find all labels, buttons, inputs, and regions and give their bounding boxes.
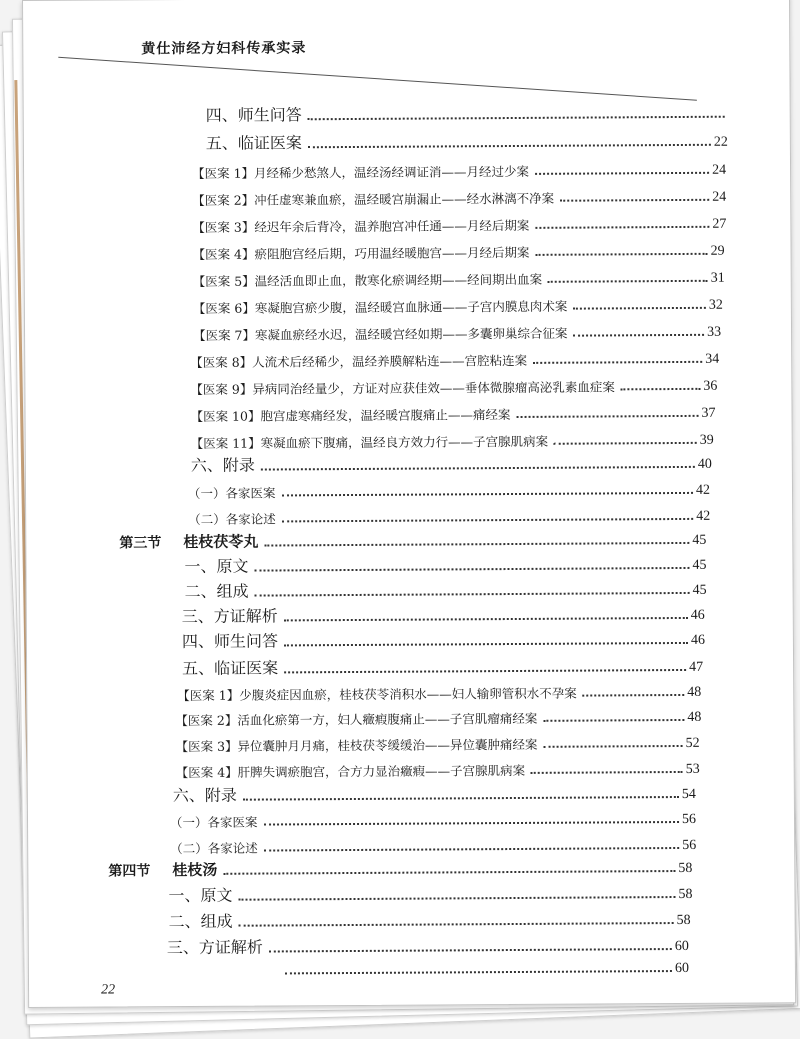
toc-entry-title: （一）各家医案	[187, 485, 276, 501]
toc-entry[interactable]	[190, 400, 715, 425]
toc-entry[interactable]	[167, 933, 689, 958]
page-number: 22	[101, 982, 116, 998]
toc-entry[interactable]	[182, 654, 703, 679]
toc-page-number: 32	[708, 297, 723, 313]
toc-section-label: 第三节	[119, 535, 162, 552]
toc-entry[interactable]	[175, 730, 699, 755]
toc-leader-dots	[308, 144, 711, 148]
toc-entry[interactable]	[182, 627, 705, 652]
toc-leader-dots	[282, 518, 693, 523]
toc-leader-dots	[544, 745, 683, 748]
toc-entry[interactable]	[184, 552, 706, 577]
toc-entry-title: 二、组成	[168, 911, 233, 932]
toc-entry[interactable]	[190, 373, 717, 398]
toc-entry-title: 【医案 1】少腹炎症因血瘀，桂枝茯苓消积水——妇人输卵管积水不孕案	[177, 685, 577, 704]
toc-entry-title: 【医案 4】肝脾失调瘀胞宫，合方力显治癥瘕——子宫腺肌病案	[175, 762, 526, 781]
toc-page-number: 56	[682, 837, 697, 853]
toc-entry[interactable]	[173, 781, 696, 806]
toc-entry-title: 六、附录	[190, 455, 255, 475]
toc-entry[interactable]	[188, 477, 710, 502]
toc-page-number: 33	[706, 324, 722, 340]
toc-entry[interactable]	[206, 129, 728, 154]
toc-section-label: 第四节	[108, 863, 151, 880]
toc-entry-title: 桂枝茯苓丸	[183, 532, 259, 552]
toc-leader-dots	[264, 542, 689, 547]
toc-entry[interactable]	[168, 881, 692, 906]
toc-section-row[interactable]	[108, 855, 692, 881]
toc-page-number: 45	[692, 557, 707, 573]
toc-page-number: 34	[705, 351, 720, 367]
toc-page-number: 45	[692, 582, 707, 598]
toc-page-number: 37	[701, 405, 716, 421]
toc-page-number: 53	[685, 761, 700, 777]
toc-entry[interactable]	[191, 427, 714, 452]
toc-page-number: 46	[690, 607, 705, 623]
toc-page-number: 36	[703, 378, 718, 394]
toc-leader-dots	[554, 442, 697, 445]
toc-entry[interactable]	[192, 211, 726, 236]
toc-entry[interactable]	[206, 101, 728, 126]
toc-page-number: 58	[678, 860, 693, 877]
toc-leader-dots	[583, 694, 685, 697]
toc-entry-title: 六、附录	[172, 785, 237, 806]
toc-leader-dots	[261, 466, 695, 471]
toc-leader-dots	[264, 847, 679, 852]
toc-leader-dots	[560, 199, 709, 202]
toc-entry-title: 五、临证医案	[205, 133, 302, 153]
toc-entry-title: 【医案 8】人流术后经稀少，温经养膜解粘连——宫腔粘连案	[190, 352, 528, 370]
toc-entry[interactable]	[169, 907, 691, 932]
toc-leader-dots	[621, 388, 701, 390]
toc-entry-title: 【医案 1】月经稀少愁煞人，温经汤经调证消——月经过少案	[192, 163, 530, 181]
toc-leader-dots	[264, 821, 679, 826]
toc-entry-title: 【医案 4】瘀阻胞宫经后期，巧用温经暖胞宫——月经后期案	[192, 244, 530, 262]
toc-page-number: 58	[678, 886, 693, 903]
toc-entry[interactable]	[190, 346, 719, 371]
toc-page-number: 47	[689, 659, 704, 675]
toc-leader-dots	[239, 896, 676, 901]
toc-leader-dots	[239, 922, 674, 927]
toc-entry-title: 三、方证解析	[181, 606, 278, 627]
toc-entry[interactable]	[175, 704, 701, 729]
toc-leader-dots	[254, 567, 689, 572]
toc-leader-dots	[543, 719, 684, 722]
toc-leader-dots	[243, 796, 679, 801]
toc-leader-dots	[535, 253, 707, 256]
table-of-contents	[23, 0, 795, 1007]
toc-entry-title: 【医案 9】异病同治经量少，方证对应获佳效——垂体微腺瘤高泌乳素血症案	[190, 379, 615, 397]
toc-leader-dots	[308, 116, 725, 121]
toc-leader-dots	[223, 870, 675, 875]
toc-entry[interactable]	[191, 451, 712, 476]
toc-entry-title: 五、临证医案	[182, 658, 279, 679]
toc-entry[interactable]	[170, 832, 696, 857]
toc-entry-title: 一、原文	[168, 885, 233, 906]
toc-page-number: 39	[699, 432, 714, 448]
toc-page-number: 24	[712, 189, 727, 205]
toc-entry[interactable]	[176, 756, 700, 781]
toc-page-number: 58	[676, 912, 691, 929]
toc-entry[interactable]	[193, 265, 725, 290]
toc-entry-title: 二、组成	[184, 581, 249, 602]
toc-entry-title: 【医案 5】温经活血即止血，散寒化瘀调经期——经间期出血案	[192, 271, 543, 289]
toc-page-number: 46	[690, 632, 705, 648]
toc-leader-dots	[284, 617, 688, 621]
toc-page-number: 40	[697, 456, 712, 472]
running-head-title: 黄仕沛经方妇科传承实录	[141, 40, 307, 58]
toc-page-number: 27	[712, 216, 727, 232]
toc-section-row[interactable]	[119, 527, 706, 553]
toc-page-number: 24	[712, 162, 727, 178]
toc-page-number: 60	[674, 960, 689, 977]
toc-entry-title: 【医案 3】异位囊肿月月痛，桂枝茯苓缓缓治——异位囊肿痛经案	[175, 736, 538, 755]
toc-entry[interactable]	[193, 319, 721, 344]
toc-page-number: 29	[710, 243, 725, 259]
toc-page-number: 42	[696, 508, 711, 524]
toc-entry-title: 四、师生问答	[205, 105, 302, 125]
toc-entry-title: 一、原文	[184, 556, 249, 577]
toc-leader-dots	[516, 415, 698, 418]
toc-entry[interactable]	[177, 679, 701, 704]
toc-entry-title: 【医案 7】寒凝血瘀经水迟，温经暖宫经如期——多囊卵巢综合征案	[193, 325, 568, 343]
toc-leader-dots	[535, 172, 709, 175]
toc-leader-dots	[284, 669, 686, 673]
toc-leader-dots	[285, 970, 672, 974]
toc-entry-title: 【医案 2】冲任虚寒兼血瘀，温经暖宫崩漏止——经水淋漓不净案	[192, 190, 555, 208]
toc-page-number: 22	[713, 134, 728, 150]
toc-entry[interactable]	[185, 577, 707, 602]
toc-entry-title: 桂枝汤	[172, 860, 218, 880]
toc-leader-dots	[531, 771, 683, 774]
toc-entry[interactable]	[192, 157, 726, 182]
toc-entry[interactable]	[170, 806, 696, 831]
toc-page-number: 60	[674, 938, 689, 955]
toc-leader-dots	[533, 361, 702, 364]
toc-leader-dots	[548, 280, 708, 283]
toc-entry-title: （二）各家论述	[188, 511, 276, 527]
toc-page-number: 45	[692, 532, 707, 548]
toc-page-number: 42	[695, 482, 711, 498]
toc-entry-title: 四、师生问答	[181, 631, 278, 652]
toc-page-number: 54	[681, 786, 696, 802]
toc-entry-title: 【医案 11】寒凝血瘀下腹痛，温经良方效力行——子宫腺肌病案	[190, 433, 549, 451]
toc-entry[interactable]	[182, 602, 705, 627]
toc-entry[interactable]	[193, 292, 723, 317]
toc-page-number: 48	[687, 709, 702, 725]
toc-entry-title: （二）各家论述	[170, 840, 258, 857]
toc-entry[interactable]	[279, 955, 689, 980]
toc-leader-dots	[573, 307, 706, 310]
toc-entry-title: 三、方证解析	[166, 937, 263, 958]
toc-page	[22, 0, 796, 1008]
toc-entry-title: 【医案 3】经迟年余后背冷，温养胞宫冲任通——月经后期案	[192, 217, 530, 235]
toc-leader-dots	[535, 226, 709, 229]
toc-leader-dots	[573, 334, 704, 337]
toc-entry-title: 【医案 10】胞宫虚寒痛经发，温经暖宫腹痛止——痛经案	[190, 407, 511, 424]
toc-leader-dots	[269, 948, 672, 952]
toc-entry[interactable]	[192, 184, 726, 209]
toc-entry-title: （一）各家医案	[169, 814, 258, 831]
toc-leader-dots	[282, 492, 693, 497]
toc-leader-dots	[284, 642, 688, 646]
toc-page-number: 56	[681, 811, 697, 827]
toc-leader-dots	[255, 592, 690, 597]
toc-page-number: 48	[687, 684, 702, 700]
toc-page-number: 31	[710, 270, 725, 286]
toc-entry-title: 【医案 6】寒凝胞宫瘀少腹，温经暖宫血脉通——子宫内膜息肉术案	[192, 298, 568, 316]
toc-page-number: 52	[685, 735, 700, 751]
toc-entry[interactable]	[192, 238, 724, 263]
toc-entry-title: 【医案 2】活血化瘀第一方，妇人癥瘕腹痛止——子宫肌瘤痛经案	[175, 710, 538, 729]
toc-entry[interactable]	[188, 503, 710, 528]
